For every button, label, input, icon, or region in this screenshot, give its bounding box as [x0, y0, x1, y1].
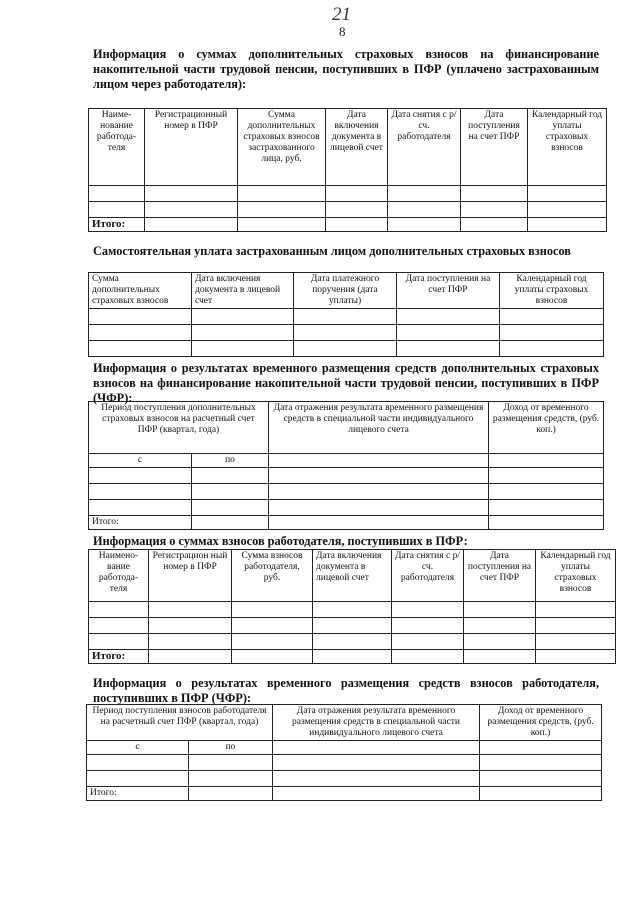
table-row [89, 500, 604, 516]
header-cell: Дата поступления на счет ПФР [397, 273, 500, 309]
header-cell: Период поступления взносов работодателя на расчетный счет ПФР (квартал, года) [87, 705, 273, 741]
header-cell: Сумма дополнительных страховых взносов [89, 273, 192, 309]
table-row [89, 484, 604, 500]
period-from-label: с [89, 454, 192, 468]
header-cell: Регистрацион ный номер в ПФР [149, 550, 232, 602]
total-label: Итого: [89, 650, 149, 664]
total-row [89, 218, 607, 232]
table-row [89, 202, 607, 218]
header-cell: Дата включения документа в лицевой счет [313, 550, 392, 602]
period-to-label: по [192, 454, 269, 468]
section5-title: Информация о результатах временного размещения средств взносов работодателя, поступивших в ПФР (ЧФР): [93, 676, 599, 705]
header-cell: Дата отражения результата временного размещения средств в специальной части индивидуального лицевого счета [273, 705, 480, 741]
table-row [87, 755, 602, 771]
total-label: Итого: [87, 787, 189, 801]
period-row [87, 741, 602, 755]
header-cell: Дата поступления на счет ПФР [464, 550, 536, 602]
header-cell: Наиме-нование работода-теля [89, 109, 145, 186]
table-row [89, 325, 604, 341]
header-cell: Период поступления дополнительных страховых взносов на расчетный счет ПФР (квартал, года) [89, 402, 269, 454]
section2-table [88, 272, 604, 357]
section3-title: Информация о результатах временного размещения средств дополнительных страховых взносов на финансирование накопительной части трудовой пенсии, поступивших в ПФР (ЧФР): [93, 361, 599, 405]
header-cell: Дата поступления на счет ПФР [461, 109, 528, 186]
section4-table [88, 549, 616, 664]
header-cell: Дата включения документа в лицевой счет [192, 273, 294, 309]
table-row [89, 634, 616, 650]
header-cell: Сумма дополнительных страховых взносов застрахованного лица, руб. [238, 109, 326, 186]
section5-table [86, 704, 602, 801]
section2-title: Самостоятельная уплата застрахованным лицом дополнительных страховых взносов [93, 244, 571, 258]
header-cell: Календарный год уплаты страховых взносов [536, 550, 616, 602]
period-row [89, 454, 604, 468]
header-cell: Наимено-вание работода-теля [89, 550, 149, 602]
header-cell: Дата снятия с р/сч. работодателя [392, 550, 464, 602]
table-row [89, 341, 604, 357]
table-row [89, 468, 604, 484]
page-number: 8 [339, 24, 346, 39]
section3-table [88, 401, 604, 530]
period-from-label: с [87, 741, 189, 755]
total-row [87, 787, 602, 801]
header-cell: Дата платежного поручения (дата уплаты) [294, 273, 397, 309]
header-cell: Доход от временного размещения средств, (руб. коп.) [489, 402, 604, 454]
total-row [89, 650, 616, 664]
table-row [89, 602, 616, 618]
handwritten-page-number: 21 [332, 4, 351, 25]
header-cell: Дата снятия с р/сч. работодателя [388, 109, 461, 186]
header-cell: Дата включения документа в лицевой счет [326, 109, 388, 186]
section1-title: Информация о суммах дополнительных страховых взносов на финансирование накопительной части трудовой пенсии, поступивших в ПФР (уплачено застрахованным лицом через работодателя): [93, 47, 599, 91]
total-label: Итого: [89, 218, 145, 232]
total-row [89, 516, 604, 530]
table-row [89, 309, 604, 325]
table-row [87, 771, 602, 787]
header-cell: Дата отражения результата временного размещения средств в специальной части индивидуального лицевого счета [269, 402, 489, 454]
table-row [89, 186, 607, 202]
header-cell: Регистрационный номер в ПФР [145, 109, 238, 186]
table-row [89, 618, 616, 634]
total-label: Итого: [89, 516, 192, 530]
header-cell: Сумма взносов работодателя, руб. [232, 550, 313, 602]
header-cell: Календарный год уплаты страховых взносов [528, 109, 607, 186]
section4-title: Информация о суммах взносов работодателя, поступивших в ПФР: [93, 534, 468, 548]
period-to-label: по [189, 741, 273, 755]
section1-table [88, 108, 607, 232]
header-cell: Календарный год уплаты страховых взносов [500, 273, 604, 309]
header-cell: Доход от временного размещения средств, (руб. коп.) [480, 705, 602, 741]
